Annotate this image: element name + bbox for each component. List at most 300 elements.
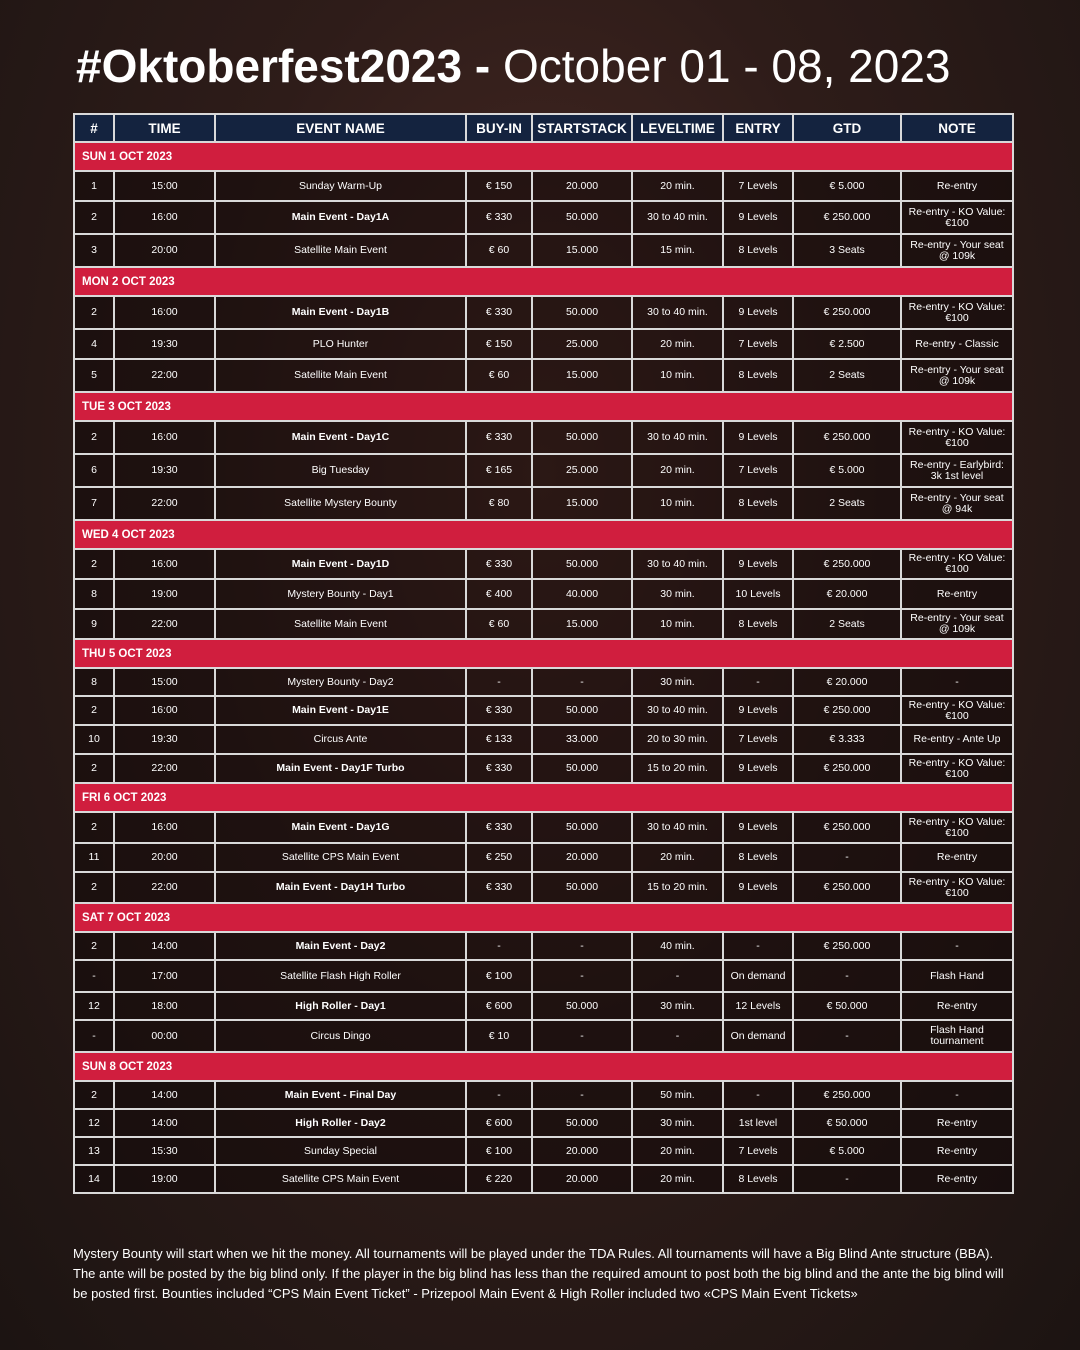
event-gtd: € 20.000 bbox=[793, 579, 901, 609]
event-name: PLO Hunter bbox=[215, 329, 466, 359]
event-note: Re-entry - Your seat @ 94k bbox=[901, 487, 1013, 520]
event-leveltime: 20 min. bbox=[632, 454, 723, 487]
table-row bbox=[74, 725, 1013, 754]
event-leveltime: 30 min. bbox=[632, 992, 723, 1020]
event-number: 8 bbox=[74, 579, 114, 609]
event-name: High Roller - Day2 bbox=[215, 1109, 466, 1137]
event-number: 2 bbox=[74, 932, 114, 960]
event-note: - bbox=[901, 932, 1013, 960]
event-startstack: 15.000 bbox=[532, 487, 632, 520]
event-startstack: 15.000 bbox=[532, 609, 632, 639]
event-startstack: 20.000 bbox=[532, 171, 632, 201]
col-header-time: TIME bbox=[114, 114, 215, 142]
event-startstack: 40.000 bbox=[532, 579, 632, 609]
event-time: 16:00 bbox=[114, 201, 215, 234]
event-note: Re-entry bbox=[901, 1109, 1013, 1137]
table-row bbox=[74, 696, 1013, 725]
event-buyin: € 330 bbox=[466, 812, 532, 843]
event-leveltime: 30 min. bbox=[632, 668, 723, 696]
event-startstack: - bbox=[532, 932, 632, 960]
event-time: 22:00 bbox=[114, 872, 215, 903]
event-number: 2 bbox=[74, 421, 114, 454]
event-time: 19:30 bbox=[114, 725, 215, 754]
event-time: 19:30 bbox=[114, 329, 215, 359]
event-startstack: 50.000 bbox=[532, 201, 632, 234]
event-entry: 9 Levels bbox=[723, 812, 793, 843]
table-row bbox=[74, 487, 1013, 520]
event-name: Sunday Warm-Up bbox=[215, 171, 466, 201]
event-time: 18:00 bbox=[114, 992, 215, 1020]
event-name: Sunday Special bbox=[215, 1137, 466, 1165]
event-entry: On demand bbox=[723, 960, 793, 992]
event-buyin: € 330 bbox=[466, 696, 532, 725]
event-gtd: € 50.000 bbox=[793, 992, 901, 1020]
event-gtd: € 5.000 bbox=[793, 1137, 901, 1165]
event-leveltime: 30 to 40 min. bbox=[632, 696, 723, 725]
table-row bbox=[74, 171, 1013, 201]
event-leveltime: 30 min. bbox=[632, 1109, 723, 1137]
event-leveltime: 30 to 40 min. bbox=[632, 549, 723, 579]
event-note: Re-entry bbox=[901, 579, 1013, 609]
event-leveltime: 10 min. bbox=[632, 609, 723, 639]
event-leveltime: 20 min. bbox=[632, 1165, 723, 1193]
day-label: SUN 1 OCT 2023 bbox=[74, 142, 1013, 171]
event-startstack: 50.000 bbox=[532, 872, 632, 903]
event-buyin: € 600 bbox=[466, 1109, 532, 1137]
event-startstack: 50.000 bbox=[532, 696, 632, 725]
event-time: 22:00 bbox=[114, 359, 215, 392]
event-gtd: € 50.000 bbox=[793, 1109, 901, 1137]
event-buyin: € 100 bbox=[466, 1137, 532, 1165]
schedule-body bbox=[74, 142, 1013, 1193]
event-note: Re-entry - KO Value: €100 bbox=[901, 549, 1013, 579]
event-note: Re-entry - Your seat @ 109k bbox=[901, 609, 1013, 639]
event-time: 15:30 bbox=[114, 1137, 215, 1165]
event-time: 22:00 bbox=[114, 487, 215, 520]
event-buyin: € 10 bbox=[466, 1020, 532, 1052]
event-leveltime: 20 min. bbox=[632, 329, 723, 359]
event-number: 2 bbox=[74, 872, 114, 903]
event-gtd: € 250.000 bbox=[793, 296, 901, 329]
event-number: 1 bbox=[74, 171, 114, 201]
event-entry: 9 Levels bbox=[723, 296, 793, 329]
event-time: 16:00 bbox=[114, 549, 215, 579]
event-gtd: € 250.000 bbox=[793, 812, 901, 843]
event-note: Re-entry - Your seat @ 109k bbox=[901, 234, 1013, 267]
event-gtd: 2 Seats bbox=[793, 359, 901, 392]
event-number: 3 bbox=[74, 234, 114, 267]
event-number: 6 bbox=[74, 454, 114, 487]
event-entry: 7 Levels bbox=[723, 454, 793, 487]
event-buyin: € 400 bbox=[466, 579, 532, 609]
event-number: 2 bbox=[74, 696, 114, 725]
event-number: 2 bbox=[74, 812, 114, 843]
col-header-gtd: GTD bbox=[793, 114, 901, 142]
event-leveltime: 30 to 40 min. bbox=[632, 296, 723, 329]
event-time: 16:00 bbox=[114, 812, 215, 843]
event-name: Main Event - Final Day bbox=[215, 1081, 466, 1109]
event-name: Main Event - Day1C bbox=[215, 421, 466, 454]
table-row bbox=[74, 960, 1013, 992]
event-buyin: - bbox=[466, 932, 532, 960]
event-name: Satellite Mystery Bounty bbox=[215, 487, 466, 520]
event-time: 19:30 bbox=[114, 454, 215, 487]
event-startstack: 15.000 bbox=[532, 359, 632, 392]
event-time: 15:00 bbox=[114, 668, 215, 696]
event-name: Main Event - Day1B bbox=[215, 296, 466, 329]
event-leveltime: 20 to 30 min. bbox=[632, 725, 723, 754]
day-header-row bbox=[74, 903, 1013, 932]
event-startstack: 20.000 bbox=[532, 1137, 632, 1165]
event-note: Re-entry - KO Value: €100 bbox=[901, 872, 1013, 903]
event-startstack: 50.000 bbox=[532, 754, 632, 783]
event-entry: 8 Levels bbox=[723, 1165, 793, 1193]
table-row bbox=[74, 421, 1013, 454]
event-number: 11 bbox=[74, 843, 114, 872]
event-entry: 8 Levels bbox=[723, 843, 793, 872]
event-name: Circus Dingo bbox=[215, 1020, 466, 1052]
day-label: WED 4 OCT 2023 bbox=[74, 520, 1013, 549]
event-startstack: 15.000 bbox=[532, 234, 632, 267]
day-header-row bbox=[74, 639, 1013, 668]
col-header-note: NOTE bbox=[901, 114, 1013, 142]
event-leveltime: 10 min. bbox=[632, 487, 723, 520]
day-header-row bbox=[74, 1052, 1013, 1081]
event-leveltime: 15 to 20 min. bbox=[632, 872, 723, 903]
table-row bbox=[74, 843, 1013, 872]
event-time: 14:00 bbox=[114, 932, 215, 960]
event-note: Re-entry - KO Value: €100 bbox=[901, 696, 1013, 725]
table-row bbox=[74, 1137, 1013, 1165]
col-header-number: # bbox=[74, 114, 114, 142]
table-row bbox=[74, 872, 1013, 903]
event-number: 5 bbox=[74, 359, 114, 392]
event-startstack: 25.000 bbox=[532, 329, 632, 359]
event-note: Re-entry bbox=[901, 1137, 1013, 1165]
event-leveltime: 15 min. bbox=[632, 234, 723, 267]
col-header-leveltime: LEVELTIME bbox=[632, 114, 723, 142]
event-gtd: € 250.000 bbox=[793, 421, 901, 454]
page-title bbox=[76, 36, 1036, 96]
event-buyin: € 133 bbox=[466, 725, 532, 754]
event-startstack: 33.000 bbox=[532, 725, 632, 754]
event-number: 7 bbox=[74, 487, 114, 520]
event-number: 2 bbox=[74, 296, 114, 329]
event-entry: On demand bbox=[723, 1020, 793, 1052]
event-note: Re-entry - KO Value: €100 bbox=[901, 296, 1013, 329]
schedule-table bbox=[73, 113, 1014, 1194]
event-leveltime: 50 min. bbox=[632, 1081, 723, 1109]
event-time: 16:00 bbox=[114, 696, 215, 725]
table-row bbox=[74, 549, 1013, 579]
event-note: Flash Hand tournament bbox=[901, 1020, 1013, 1052]
event-gtd: € 250.000 bbox=[793, 549, 901, 579]
day-label: TUE 3 OCT 2023 bbox=[74, 392, 1013, 421]
event-note: Re-entry - KO Value: €100 bbox=[901, 201, 1013, 234]
event-buyin: € 60 bbox=[466, 234, 532, 267]
event-gtd: - bbox=[793, 960, 901, 992]
col-header-entry: ENTRY bbox=[723, 114, 793, 142]
event-number: 13 bbox=[74, 1137, 114, 1165]
event-gtd: 2 Seats bbox=[793, 487, 901, 520]
day-header-row bbox=[74, 267, 1013, 296]
table-row bbox=[74, 1020, 1013, 1052]
event-name: Satellite CPS Main Event bbox=[215, 843, 466, 872]
event-entry: 8 Levels bbox=[723, 234, 793, 267]
event-time: 14:00 bbox=[114, 1081, 215, 1109]
event-number: - bbox=[74, 1020, 114, 1052]
event-startstack: - bbox=[532, 960, 632, 992]
table-row bbox=[74, 359, 1013, 392]
event-note: Re-entry - Classic bbox=[901, 329, 1013, 359]
event-note: Re-entry - KO Value: €100 bbox=[901, 812, 1013, 843]
event-leveltime: 20 min. bbox=[632, 1137, 723, 1165]
event-note: Re-entry bbox=[901, 843, 1013, 872]
event-entry: 9 Levels bbox=[723, 754, 793, 783]
event-buyin: € 330 bbox=[466, 754, 532, 783]
event-time: 22:00 bbox=[114, 754, 215, 783]
event-note: Re-entry bbox=[901, 171, 1013, 201]
title-event: #Oktoberfest2023 - bbox=[76, 40, 491, 92]
event-number: 2 bbox=[74, 549, 114, 579]
event-number: 14 bbox=[74, 1165, 114, 1193]
event-gtd: € 250.000 bbox=[793, 754, 901, 783]
event-leveltime: 30 to 40 min. bbox=[632, 812, 723, 843]
event-name: Satellite CPS Main Event bbox=[215, 1165, 466, 1193]
event-name: Satellite Flash High Roller bbox=[215, 960, 466, 992]
col-header-startstack: STARTSTACK bbox=[532, 114, 632, 142]
col-header-buyin: BUY-IN bbox=[466, 114, 532, 142]
table-row bbox=[74, 201, 1013, 234]
event-gtd: € 250.000 bbox=[793, 201, 901, 234]
event-startstack: - bbox=[532, 1081, 632, 1109]
event-number: 2 bbox=[74, 754, 114, 783]
event-leveltime: - bbox=[632, 1020, 723, 1052]
event-note: Re-entry - KO Value: €100 bbox=[901, 421, 1013, 454]
table-row bbox=[74, 609, 1013, 639]
table-row bbox=[74, 454, 1013, 487]
event-gtd: € 20.000 bbox=[793, 668, 901, 696]
event-number: - bbox=[74, 960, 114, 992]
event-gtd: - bbox=[793, 843, 901, 872]
event-name: Satellite Main Event bbox=[215, 359, 466, 392]
event-name: Big Tuesday bbox=[215, 454, 466, 487]
event-name: Circus Ante bbox=[215, 725, 466, 754]
event-gtd: € 250.000 bbox=[793, 1081, 901, 1109]
table-row bbox=[74, 579, 1013, 609]
event-buyin: € 330 bbox=[466, 872, 532, 903]
event-buyin: € 165 bbox=[466, 454, 532, 487]
event-leveltime: 30 to 40 min. bbox=[632, 201, 723, 234]
event-leveltime: 30 min. bbox=[632, 579, 723, 609]
event-startstack: 50.000 bbox=[532, 992, 632, 1020]
table-row bbox=[74, 329, 1013, 359]
table-row bbox=[74, 1109, 1013, 1137]
event-gtd: € 5.000 bbox=[793, 454, 901, 487]
event-buyin: € 330 bbox=[466, 549, 532, 579]
event-note: - bbox=[901, 1081, 1013, 1109]
event-time: 19:00 bbox=[114, 1165, 215, 1193]
event-leveltime: 40 min. bbox=[632, 932, 723, 960]
event-time: 20:00 bbox=[114, 843, 215, 872]
event-buyin: € 220 bbox=[466, 1165, 532, 1193]
event-buyin: € 60 bbox=[466, 609, 532, 639]
day-header-row bbox=[74, 392, 1013, 421]
event-number: 2 bbox=[74, 201, 114, 234]
event-gtd: - bbox=[793, 1165, 901, 1193]
table-row bbox=[74, 234, 1013, 267]
event-name: Main Event - Day1G bbox=[215, 812, 466, 843]
day-header-row bbox=[74, 520, 1013, 549]
event-startstack: 50.000 bbox=[532, 296, 632, 329]
event-buyin: € 330 bbox=[466, 201, 532, 234]
event-buyin: € 330 bbox=[466, 421, 532, 454]
day-label: MON 2 OCT 2023 bbox=[74, 267, 1013, 296]
event-startstack: 20.000 bbox=[532, 843, 632, 872]
event-buyin: € 330 bbox=[466, 296, 532, 329]
event-entry: 12 Levels bbox=[723, 992, 793, 1020]
event-note: Re-entry - Your seat @ 109k bbox=[901, 359, 1013, 392]
event-name: Main Event - Day1E bbox=[215, 696, 466, 725]
table-row bbox=[74, 668, 1013, 696]
event-startstack: 50.000 bbox=[532, 549, 632, 579]
event-entry: 9 Levels bbox=[723, 421, 793, 454]
event-startstack: - bbox=[532, 1020, 632, 1052]
event-startstack: - bbox=[532, 668, 632, 696]
event-number: 4 bbox=[74, 329, 114, 359]
event-note: Re-entry - Earlybird: 3k 1st level bbox=[901, 454, 1013, 487]
event-startstack: 25.000 bbox=[532, 454, 632, 487]
table-row bbox=[74, 992, 1013, 1020]
event-entry: 7 Levels bbox=[723, 725, 793, 754]
event-time: 15:00 bbox=[114, 171, 215, 201]
event-startstack: 50.000 bbox=[532, 812, 632, 843]
event-time: 19:00 bbox=[114, 579, 215, 609]
event-buyin: € 60 bbox=[466, 359, 532, 392]
event-number: 12 bbox=[74, 1109, 114, 1137]
event-entry: - bbox=[723, 932, 793, 960]
event-entry: 1st level bbox=[723, 1109, 793, 1137]
table-row bbox=[74, 932, 1013, 960]
event-name: Satellite Main Event bbox=[215, 234, 466, 267]
event-gtd: € 250.000 bbox=[793, 696, 901, 725]
event-number: 2 bbox=[74, 1081, 114, 1109]
event-name: Main Event - Day1F Turbo bbox=[215, 754, 466, 783]
event-entry: 9 Levels bbox=[723, 872, 793, 903]
event-note: Re-entry bbox=[901, 1165, 1013, 1193]
day-label: THU 5 OCT 2023 bbox=[74, 639, 1013, 668]
day-header-row bbox=[74, 142, 1013, 171]
footer-notes: Mystery Bounty will start when we hit the money. All tournaments will be played under the TDA Rules. All tournaments will have a Big Blind Ante structure (BBA). The ante will be posted by the big blind only. If the player in the big blind has less than the required amount to post both the big blind and the ante the big blind will be posted first. Bounties included “CPS Main Event Ticket” - Prizepool Main Event & High Roller included two «CPS Main Event Tickets» bbox=[73, 1246, 1004, 1301]
event-buyin: € 150 bbox=[466, 171, 532, 201]
event-startstack: 50.000 bbox=[532, 421, 632, 454]
event-name: Main Event - Day1D bbox=[215, 549, 466, 579]
event-leveltime: - bbox=[632, 960, 723, 992]
table-row bbox=[74, 1081, 1013, 1109]
event-buyin: € 150 bbox=[466, 329, 532, 359]
event-name: Main Event - Day1H Turbo bbox=[215, 872, 466, 903]
event-note: - bbox=[901, 668, 1013, 696]
table-row bbox=[74, 1165, 1013, 1193]
event-name: Satellite Main Event bbox=[215, 609, 466, 639]
event-note: Re-entry bbox=[901, 992, 1013, 1020]
event-entry: 8 Levels bbox=[723, 487, 793, 520]
event-entry: - bbox=[723, 1081, 793, 1109]
event-gtd: 3 Seats bbox=[793, 234, 901, 267]
event-note: Re-entry - KO Value: €100 bbox=[901, 754, 1013, 783]
event-entry: 9 Levels bbox=[723, 201, 793, 234]
event-entry: 7 Levels bbox=[723, 171, 793, 201]
event-number: 8 bbox=[74, 668, 114, 696]
event-buyin: € 100 bbox=[466, 960, 532, 992]
event-entry: 7 Levels bbox=[723, 329, 793, 359]
event-name: Mystery Bounty - Day1 bbox=[215, 579, 466, 609]
event-entry: - bbox=[723, 668, 793, 696]
event-note: Flash Hand bbox=[901, 960, 1013, 992]
event-time: 16:00 bbox=[114, 421, 215, 454]
event-entry: 9 Levels bbox=[723, 696, 793, 725]
table-row bbox=[74, 296, 1013, 329]
event-number: 9 bbox=[74, 609, 114, 639]
table-row bbox=[74, 812, 1013, 843]
day-label: SUN 8 OCT 2023 bbox=[74, 1052, 1013, 1081]
event-gtd: € 250.000 bbox=[793, 872, 901, 903]
event-leveltime: 20 min. bbox=[632, 171, 723, 201]
event-name: High Roller - Day1 bbox=[215, 992, 466, 1020]
event-leveltime: 10 min. bbox=[632, 359, 723, 392]
event-gtd: € 250.000 bbox=[793, 932, 901, 960]
event-startstack: 20.000 bbox=[532, 1165, 632, 1193]
event-entry: 7 Levels bbox=[723, 1137, 793, 1165]
event-gtd: 2 Seats bbox=[793, 609, 901, 639]
event-name: Main Event - Day2 bbox=[215, 932, 466, 960]
event-entry: 8 Levels bbox=[723, 359, 793, 392]
event-number: 12 bbox=[74, 992, 114, 1020]
event-time: 00:00 bbox=[114, 1020, 215, 1052]
event-name: Main Event - Day1A bbox=[215, 201, 466, 234]
event-buyin: € 250 bbox=[466, 843, 532, 872]
event-leveltime: 15 to 20 min. bbox=[632, 754, 723, 783]
event-leveltime: 20 min. bbox=[632, 843, 723, 872]
event-entry: 10 Levels bbox=[723, 579, 793, 609]
event-note: Re-entry - Ante Up bbox=[901, 725, 1013, 754]
day-label: SAT 7 OCT 2023 bbox=[74, 903, 1013, 932]
title-dates: October 01 - 08, 2023 bbox=[502, 40, 951, 92]
event-name: Mystery Bounty - Day2 bbox=[215, 668, 466, 696]
event-time: 17:00 bbox=[114, 960, 215, 992]
event-buyin: € 80 bbox=[466, 487, 532, 520]
event-buyin: - bbox=[466, 1081, 532, 1109]
event-startstack: 50.000 bbox=[532, 1109, 632, 1137]
table-row bbox=[74, 754, 1013, 783]
event-time: 16:00 bbox=[114, 296, 215, 329]
event-buyin: - bbox=[466, 668, 532, 696]
event-gtd: € 2.500 bbox=[793, 329, 901, 359]
table-header-row bbox=[74, 114, 1013, 142]
event-gtd: € 3.333 bbox=[793, 725, 901, 754]
event-buyin: € 600 bbox=[466, 992, 532, 1020]
event-time: 14:00 bbox=[114, 1109, 215, 1137]
event-number: 10 bbox=[74, 725, 114, 754]
day-label: FRI 6 OCT 2023 bbox=[74, 783, 1013, 812]
event-gtd: - bbox=[793, 1020, 901, 1052]
col-header-event-name: EVENT NAME bbox=[215, 114, 466, 142]
event-entry: 8 Levels bbox=[723, 609, 793, 639]
event-entry: 9 Levels bbox=[723, 549, 793, 579]
event-time: 20:00 bbox=[114, 234, 215, 267]
event-gtd: € 5.000 bbox=[793, 171, 901, 201]
event-time: 22:00 bbox=[114, 609, 215, 639]
